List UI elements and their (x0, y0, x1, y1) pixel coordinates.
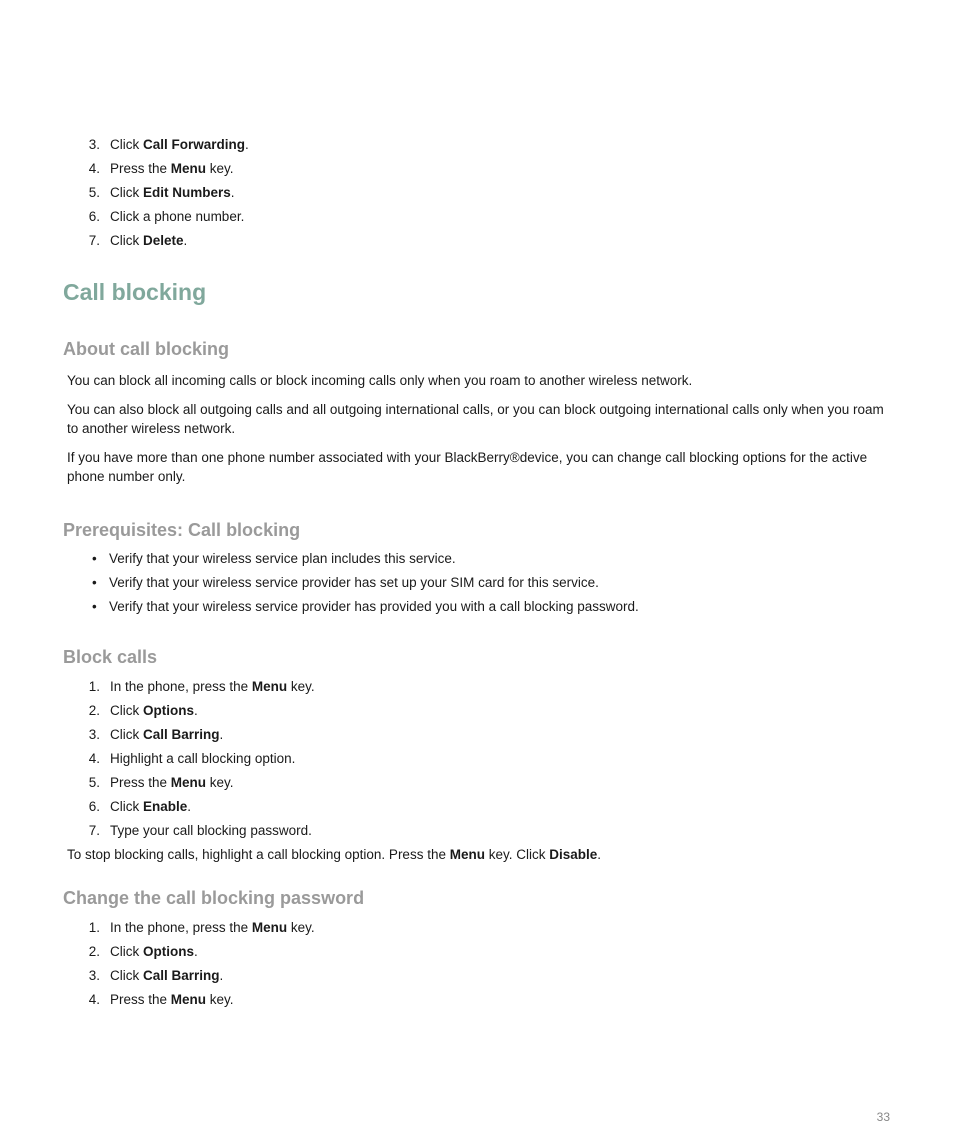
list-item-text: Verify that your wireless service provider has provided you with a call blocking password. (109, 599, 639, 614)
step-emphasis: Call Barring (143, 968, 220, 983)
step-text-end: . (219, 727, 224, 742)
step-number: 7. (88, 823, 100, 838)
step-number: 7. (88, 233, 100, 248)
block-calls-note (67, 845, 895, 864)
step-text: Press the (110, 992, 171, 1007)
step-number: 5. (88, 185, 100, 200)
note-emphasis-menu: Menu (449, 847, 485, 862)
step-text: Click (110, 703, 143, 718)
step-text-end: key. (287, 679, 315, 694)
bullet: • (92, 551, 97, 566)
step-emphasis: Call Barring (143, 727, 220, 742)
step-text-end: . (219, 968, 224, 983)
step-text-end: . (194, 944, 198, 959)
step-number: 3. (88, 727, 100, 742)
step-number: 1. (88, 679, 100, 694)
step-emphasis: Menu (170, 992, 207, 1007)
about-paragraph-1: You can block all incoming calls or block incoming calls only when you roam to another wireless network. (67, 373, 693, 388)
note-emphasis-disable: Disable (549, 847, 598, 862)
about-paragraph-3: If you have more than one phone number associated with your BlackBerry®device, you can change call blocking options for the active phone number only. (67, 450, 868, 484)
about-paragraph-2: You can also block all outgoing calls and all outgoing international calls, or you can block outgoing international calls only when you roam to another wireless network. (67, 402, 884, 436)
list-item-text: Verify that your wireless service plan includes this service. (109, 551, 456, 566)
step-number: 4. (88, 161, 100, 176)
step-number: 2. (88, 944, 100, 959)
step-text: Press the (110, 775, 171, 790)
step-emphasis: Call Forwarding (143, 137, 246, 152)
step-number: 3. (88, 968, 100, 983)
section-heading-about: About call blocking (63, 339, 230, 359)
step-number: 2. (88, 703, 100, 718)
step-emphasis: Menu (170, 161, 207, 176)
page-number: 33 (876, 1110, 890, 1124)
section-heading-change-password: Change the call blocking password (63, 888, 365, 908)
step-emphasis: Menu (170, 775, 207, 790)
step-number: 1. (88, 920, 100, 935)
step-number: 4. (88, 992, 100, 1007)
step-text-end: . (230, 185, 235, 200)
page-title: Call blocking (63, 279, 207, 305)
step-text: Click (110, 727, 143, 742)
list-item-text: Verify that your wireless service provider has set up your SIM card for this service. (109, 575, 599, 590)
step-text-end: . (187, 799, 192, 814)
step-emphasis: Menu (251, 920, 288, 935)
step-text: Click (110, 968, 143, 983)
step-emphasis: Enable (143, 799, 188, 814)
step-number: 5. (88, 775, 100, 790)
step-text-end: . (183, 233, 188, 248)
step-text: Press the (110, 161, 171, 176)
step-text: Highlight a call blocking option. (110, 751, 296, 766)
bullet: • (92, 599, 97, 614)
step-number: 6. (88, 799, 100, 814)
step-text-end: . (245, 137, 249, 152)
section-heading-block-calls: Block calls (63, 647, 158, 667)
step-text: Click (110, 799, 143, 814)
step-text: In the phone, press the (110, 920, 252, 935)
step-emphasis: Options (143, 944, 194, 959)
step-text-end: key. (206, 161, 234, 176)
note-text-end: . (597, 847, 602, 862)
step-text-end: key. (287, 920, 315, 935)
bullet: • (92, 575, 97, 590)
section-heading-prerequisites: Prerequisites: Call blocking (63, 520, 301, 540)
step-text: Click a phone number. (110, 209, 245, 224)
step-text: Click (110, 233, 143, 248)
step-emphasis: Delete (143, 233, 184, 248)
step-text: In the phone, press the (110, 679, 252, 694)
step-text-end: key. (206, 775, 234, 790)
step-text: Click (110, 185, 143, 200)
step-text-end: key. (206, 992, 234, 1007)
step-emphasis: Options (143, 703, 194, 718)
step-text-end: . (194, 703, 198, 718)
note-text-mid: key. Click (484, 847, 550, 862)
step-emphasis: Edit Numbers (143, 185, 231, 200)
step-number: 3. (88, 137, 100, 152)
note-text: To stop blocking calls, highlight a call blocking option. Press the (67, 847, 450, 862)
step-text: Click (110, 944, 143, 959)
step-emphasis: Menu (251, 679, 288, 694)
step-text: Click (110, 137, 143, 152)
step-number: 4. (88, 751, 100, 766)
step-number: 6. (88, 209, 100, 224)
step-text: Type your call blocking password. (110, 823, 312, 838)
